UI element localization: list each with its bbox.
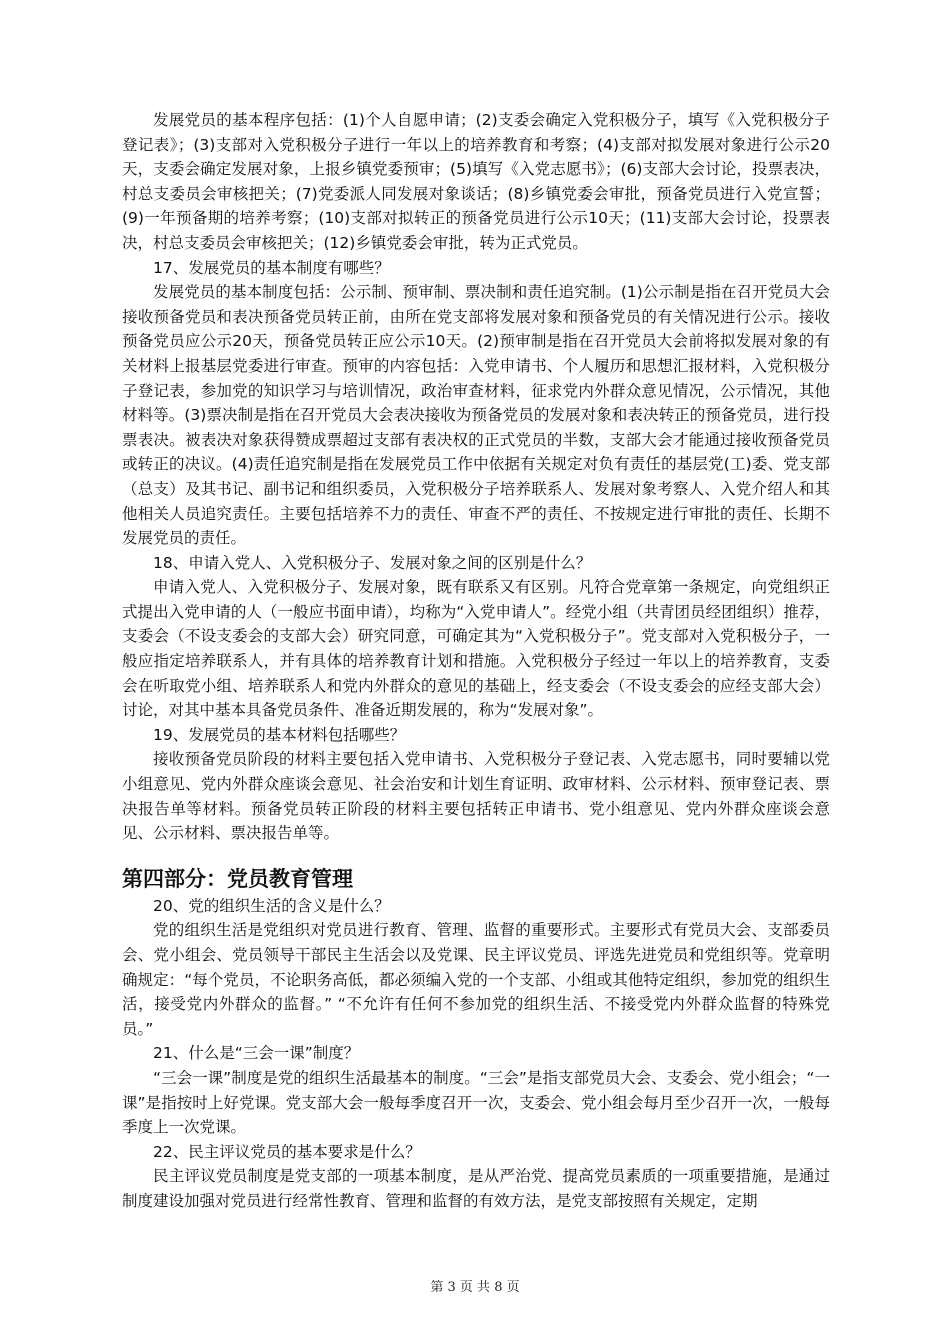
section-heading-part-four: 第四部分：党员教育管理: [122, 866, 353, 891]
answer-22: 民主评议党员制度是党支部的一项基本制度，是从严治党、提高党员素质的一项重要措施，是通过制度建设加强对党员进行经常性教育、管理和监督的有效方法，是党支部按照有关规定，定期: [122, 1167, 830, 1210]
question-18: 18、申请入党人、入党积极分子、发展对象之间的区别是什么？: [153, 553, 592, 572]
question-20: 20、党的组织生活的含义是什么？: [153, 896, 390, 915]
document-body: [122, 108, 830, 1214]
paragraph-development-procedure: 发展党员的基本程序包括：(1)个人自愿申请；(2)支委会确定入党积极分子，填写《入党积极分子登记表》；(3)支部对入党积极分子进行一年以上的培养教育和考察；(4)支部对拟发展对象进行公示20天，支委会确定发展对象，上报乡镇党委预审；(5)填写《入党志愿书》；(6)支部大会讨论，投票表决，村总支委员会审核把关；(7)党委派人同发展对象谈话；(8)乡镇党委会审批，预备党员进行入党宣誓；(9)一年预备期的培养考察；(10)支部对拟转正的预备党员进行公示10天；(11)支部大会讨论，投票表决，村总支委员会审核把关；(12)乡镇党委会审批，转为正式党员。: [122, 111, 830, 252]
answer-18: 申请入党人、入党积极分子、发展对象，既有联系又有区别。凡符合党章第一条规定，向党组织正式提出入党申请的人（一般应书面申请），均称为“入党申请人”。经党小组（共青团员经团组织）推荐，支委会（不设支委会的支部大会）研究同意，可确定其为“入党积极分子”。党支部对入党积极分子，一般应指定培养联系人，并有具体的培养教育计划和措施。入党积极分子经过一年以上的培养教育，支委会在听取党小组、培养联系人和党内外群众的意见的基础上，经支委会（不设支委会的应经支部大会）讨论，对其中基本具备党员条件、准备近期发展的，称为“发展对象”。: [122, 578, 830, 720]
question-22: 22、民主评议党员的基本要求是什么？: [153, 1142, 421, 1161]
page-number-footer: 第 3 页 共 8 页: [430, 1280, 520, 1295]
answer-19: 接收预备党员阶段的材料主要包括入党申请书、入党积极分子登记表、入党志愿书，同时要辅以党小组意见、党内外群众座谈会意见、社会治安和计划生育证明、政审材料、公示材料、预审登记表、票决报告单等材料。预备党员转正阶段的材料主要包括转正申请书、党小组意见、党内外群众座谈会意见、公示材料、票决报告单等。: [122, 750, 830, 843]
question-21: 21、什么是“三会一课”制度？: [153, 1044, 360, 1063]
question-19: 19、发展党员的基本材料包括哪些？: [153, 725, 406, 744]
answer-21: “三会一课”制度是党的组织生活最基本的制度。“三会”是指支部党员大会、支委会、党小组会；“一课”是指按时上好党课。党支部大会一般每季度召开一次，支委会、党小组会每月至少召开一次，一般每季度上一次党课。: [122, 1068, 830, 1137]
question-17: 17、发展党员的基本制度有哪些？: [153, 258, 390, 277]
answer-17: 发展党员的基本制度包括：公示制、预审制、票决制和责任追究制。(1)公示制是指在召开党员大会接收预备党员和表决预备党员转正前，由所在党支部将发展对象和预备党员的有关情况进行公示。接收预备党员应公示20天，预备党员转正应公示10天。(2)预审制是指在召开党员大会前将拟发展对象的有关材料上报基层党委进行审查。预审的内容包括：入党申请书、个人履历和思想汇报材料，入党积极分子登记表，参加党的知识学习与培训情况，政治审查材料，征求党内外群众意见情况，公示情况，其他材料等。(3)票决制是指在召开党员大会表决接收为预备党员的发展对象和表决转正的预备党员，进行投票表决。被表决对象获得赞成票超过支部有表决权的正式党员的半数，支部大会才能通过接收预备党员或转正的决议。(4)责任追究制是指在发展党员工作中依据有关规定对负有责任的基层党(工)委、党支部（总支）及其书记、副书记和组织委员，入党积极分子培养联系人、发展对象考察人、入党介绍人和其他相关人员追究责任。主要包括培养不力的责任、审查不严的责任、不按规定进行审批的责任、长期不发展党员的责任。: [122, 283, 830, 548]
answer-20: 党的组织生活是党组织对党员进行教育、管理、监督的重要形式。主要形式有党员大会、支部委员会、党小组会、党员领导干部民主生活会以及党课、民主评议党员、评选先进党员和党组织等。党章明确规定：“每个党员，不论职务高低，都必须编入党的一个支部、小组或其他特定组织，参加党的组织生活，接受党内外群众的监督。” “不允许有任何不参加党的组织生活、不接受党内外群众监督的特殊党员。”: [122, 921, 830, 1038]
